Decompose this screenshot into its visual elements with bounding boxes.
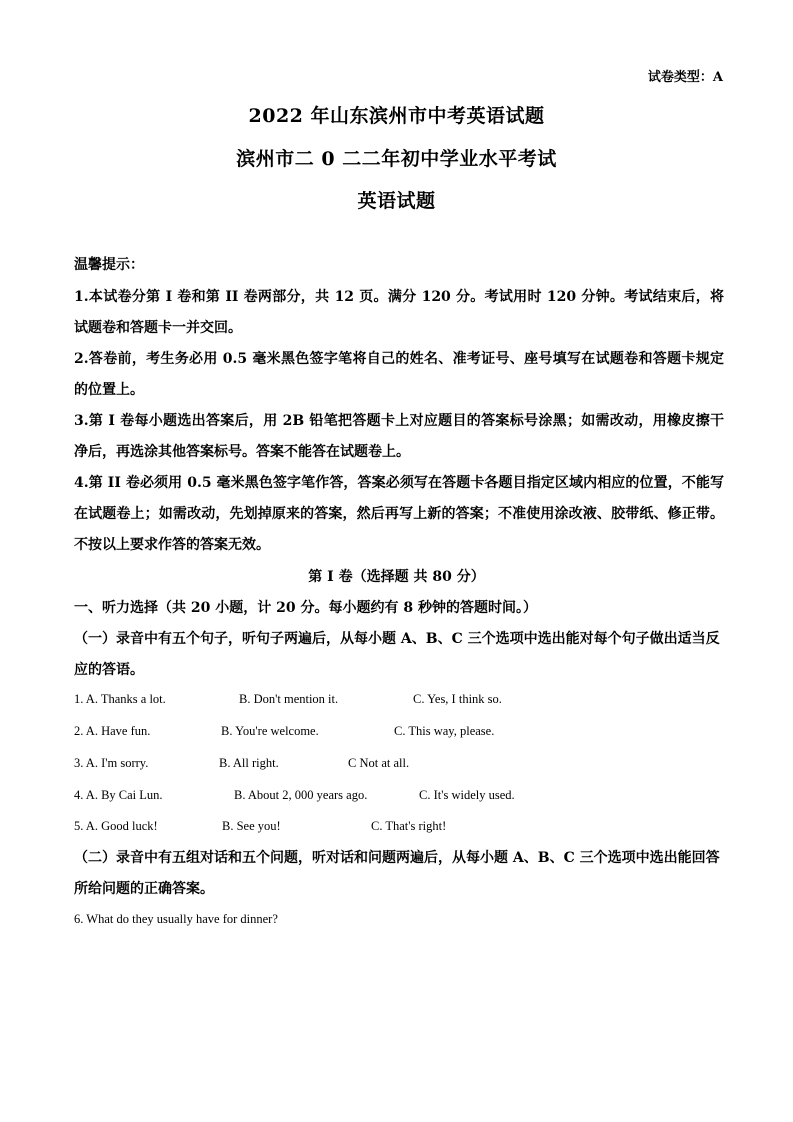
question-row bbox=[74, 819, 724, 839]
question-3-option-c: C Not at all. bbox=[348, 756, 410, 770]
question-5-option-a: 5. A. Good luck! bbox=[74, 819, 158, 833]
sub-section-1-instructions: （一）录音中有五个句子，听句子两遍后，从每小题 A、B、C 三个选项中选出能对每个句子做出适当反应的答语。 bbox=[74, 631, 720, 678]
question-row bbox=[74, 724, 724, 744]
question-row bbox=[74, 692, 724, 712]
paper-type-label: 试卷类型：A bbox=[647, 70, 723, 85]
reminder-rule-3: 3.第 I 卷每小题选出答案后，用 2B 铅笔把答题卡上对应题目的答案标号涂黑；如需改动，用橡皮擦干净后，再选涂其他答案标号。答案不能答在试题卷上。 bbox=[74, 413, 724, 460]
question-3-option-b: B. All right. bbox=[219, 756, 279, 770]
question-2-option-c: C. This way, please. bbox=[394, 724, 495, 738]
exam-title: 2022 年山东滨州市中考英语试题 bbox=[248, 105, 545, 127]
question-6 bbox=[74, 912, 724, 932]
part1-title: 第 I 卷（选择题 共 80 分） bbox=[308, 569, 485, 585]
question-4-option-c: C. It's widely used. bbox=[419, 788, 515, 802]
question-1-option-b: B. Don't mention it. bbox=[239, 692, 339, 706]
question-4-option-a: 4. A. By Cai Lun. bbox=[74, 788, 163, 802]
question-2-option-a: 2. A. Have fun. bbox=[74, 724, 151, 738]
reminder-rule-2: 2.答卷前，考生务必用 0.5 毫米黑色签字笔将自己的姓名、准考证号、座号填写在试题卷和答题卡规定的位置上。 bbox=[74, 351, 724, 398]
question-4-option-b: B. About 2, 000 years ago. bbox=[234, 788, 368, 802]
question-2-option-b: B. You're welcome. bbox=[221, 724, 319, 738]
reminder-heading: 温馨提示： bbox=[74, 257, 144, 273]
exam-subtitle: 滨州市二 0 二二年初中学业水平考试 bbox=[236, 148, 557, 170]
question-1-option-a: 1. A. Thanks a lot. bbox=[74, 692, 166, 706]
listening-section-title: 一、听力选择（共 20 小题，计 20 分。每小题约有 8 秒钟的答题时间。） bbox=[74, 600, 537, 616]
question-1-option-c: C. Yes, I think so. bbox=[413, 692, 502, 706]
reminder-rules bbox=[74, 282, 724, 561]
reminder-rule-4: 4.第 II 卷必须用 0.5 毫米黑色签字笔作答，答案必须写在答题卡各题目指定区域内相应的位置，不能写在试题卷上；如需改动，先划掉原来的答案，然后再写上新的答案；不准使用涂改液、胶带纸、修正带。不按以上要求作答的答案无效。 bbox=[74, 475, 724, 553]
sub-section-2-instructions: （二）录音中有五组对话和五个问题，听对话和问题两遍后，从每小题 A、B、C 三个选项中选出能回答所给问题的正确答案。 bbox=[74, 850, 720, 897]
question-3-option-a: 3. A. I'm sorry. bbox=[74, 756, 149, 770]
question-6-text: 6. What do they usually have for dinner? bbox=[74, 912, 278, 926]
question-5-option-c: C. That's right! bbox=[371, 819, 447, 833]
exam-subject: 英语试题 bbox=[357, 190, 436, 212]
question-5-option-b: B. See you! bbox=[222, 819, 281, 833]
question-row bbox=[74, 788, 724, 808]
reminder-rule-1: 1.本试卷分第 I 卷和第 II 卷两部分，共 12 页。满分 120 分。考试用时 120 分钟。考试结束后，将试题卷和答题卡一并交回。 bbox=[74, 289, 724, 336]
question-row bbox=[74, 756, 724, 776]
